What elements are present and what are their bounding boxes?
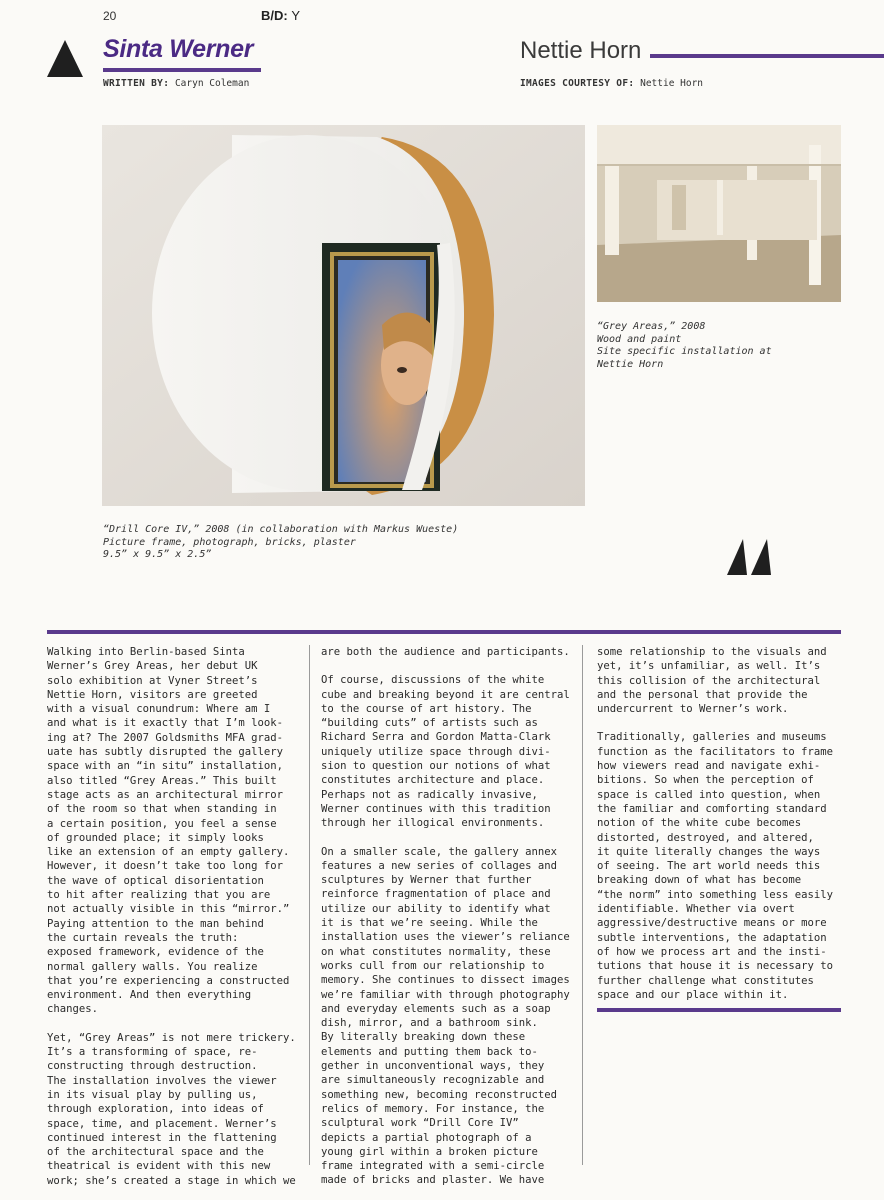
text-line: tutions that house it is necessary to bbox=[597, 960, 833, 973]
image-credit-name: Nettie Horn bbox=[640, 78, 704, 89]
text-line: are simultaneously recognizable and bbox=[321, 1074, 545, 1087]
text-line: space and our place within it. bbox=[597, 988, 789, 1001]
text-line: ing at? The 2007 Goldsmiths MFA grad- bbox=[47, 731, 283, 744]
artist-underline bbox=[103, 68, 261, 72]
gallery-rule bbox=[650, 54, 884, 58]
text-line: some relationship to the visuals and bbox=[597, 646, 827, 658]
paragraph bbox=[47, 1031, 299, 1188]
text-line: Of course, discussions of the white bbox=[321, 674, 545, 687]
text-line: in its visual play by pulling us, bbox=[47, 1088, 258, 1101]
text-line: environment. And then everything bbox=[47, 989, 252, 1002]
text-line: sculptures by Werner that further bbox=[321, 874, 532, 887]
text-line: sculptural work “Drill Core IV” bbox=[321, 1117, 519, 1130]
text-line: it quite literally changes the ways bbox=[597, 845, 821, 858]
text-line: uate has subtly disrupted the gallery bbox=[47, 746, 283, 759]
text-line: Richard Serra and Gordon Matta-Clark bbox=[321, 731, 551, 744]
section-divider bbox=[47, 630, 841, 634]
text-line: The installation involves the viewer bbox=[47, 1074, 277, 1087]
text-line: space is called into question, when bbox=[597, 788, 821, 801]
column-divider bbox=[582, 645, 583, 1165]
text-line: uniquely utilize space through divi- bbox=[321, 745, 551, 758]
quote-mark-icon bbox=[727, 537, 773, 577]
caption-grey-areas bbox=[597, 321, 837, 371]
text-line: notion of the white cube becomes bbox=[597, 817, 802, 830]
text-line: distorted, destroyed, and altered, bbox=[597, 831, 814, 844]
article-column-2 bbox=[321, 645, 573, 1200]
text-line: depicts a partial photograph of a bbox=[321, 1131, 532, 1144]
text-line: function as the facilitators to frame bbox=[597, 745, 833, 758]
text-line: changes. bbox=[47, 1003, 99, 1016]
page-number: 20 bbox=[103, 9, 117, 23]
text-line: By literally breaking down these bbox=[321, 1031, 526, 1044]
text-line: to hit after realizing that you are bbox=[47, 889, 271, 902]
text-line: It’s a transforming of space, re- bbox=[47, 1046, 258, 1059]
paragraph bbox=[597, 645, 849, 716]
text-line: the curtain reveals the truth: bbox=[47, 931, 239, 944]
text-line: reinforce fragmentation of place and bbox=[321, 888, 551, 901]
text-line: sion to question our notions of what bbox=[321, 760, 551, 773]
grey-areas-photo bbox=[597, 125, 841, 302]
text-line: that you’re experiencing a constructed bbox=[47, 974, 290, 987]
text-line: of seeing. The art world needs this bbox=[597, 860, 821, 873]
text-line: continued interest in the flattening bbox=[47, 1131, 277, 1144]
column-divider bbox=[309, 645, 310, 1165]
caption-line: Picture frame, photograph, bricks, plaster bbox=[103, 536, 356, 548]
text-line: Werner’s Grey Areas, her debut UK bbox=[47, 660, 258, 673]
paragraph bbox=[47, 645, 299, 1017]
text-line: the familiar and comforting standard bbox=[597, 802, 827, 815]
text-line: Walking into Berlin-based Sinta bbox=[47, 646, 245, 658]
article-column-1 bbox=[47, 645, 299, 1200]
issue-label-text: B/D: bbox=[261, 8, 288, 23]
caption-line: Wood and paint bbox=[597, 333, 682, 345]
paragraph bbox=[597, 730, 849, 1002]
text-line: breaking down of what has become bbox=[597, 874, 802, 887]
text-line: made of bricks and plaster. We have bbox=[321, 1174, 545, 1187]
paragraph bbox=[321, 673, 573, 830]
text-line: how viewers read and navigate exhi- bbox=[597, 760, 821, 773]
caption-drill-core bbox=[103, 524, 523, 562]
text-line: exposed framework, evidence of the bbox=[47, 946, 264, 959]
text-line: and what is it exactly that I’m look- bbox=[47, 717, 283, 730]
text-line: like an extension of an empty gallery. bbox=[47, 846, 290, 859]
text-line: However, it doesn’t take too long for bbox=[47, 860, 283, 873]
text-line: frame integrated with a semi-circle bbox=[321, 1160, 545, 1173]
section-triangle-icon bbox=[47, 40, 83, 77]
text-line: memory. She continues to dissect images bbox=[321, 974, 570, 987]
text-line: “the norm” into something less easily bbox=[597, 888, 833, 901]
text-line: gether in unconventional ways, they bbox=[321, 1060, 545, 1073]
byline-label: WRITTEN BY: bbox=[103, 78, 170, 89]
text-line: constructing through destruction. bbox=[47, 1060, 258, 1073]
text-line: constitutes architecture and place. bbox=[321, 774, 545, 787]
text-line: dish, mirror, and a bathroom sink. bbox=[321, 1017, 538, 1030]
gallery-name: Nettie Horn bbox=[520, 37, 642, 64]
text-line: further challenge what constitutes bbox=[597, 974, 814, 987]
text-line: relics of memory. For instance, the bbox=[321, 1102, 545, 1115]
text-line: of the architectural space and the bbox=[47, 1146, 264, 1159]
paragraph bbox=[321, 845, 573, 1188]
caption-line: 9.5” x 9.5” x 2.5” bbox=[103, 549, 212, 560]
text-line: works cull from our relationship to bbox=[321, 959, 545, 972]
text-line: through exploration, into ideas of bbox=[47, 1103, 264, 1116]
end-divider bbox=[597, 1008, 841, 1012]
text-line: theatrical is evident with this new bbox=[47, 1160, 271, 1173]
article-column-3 bbox=[597, 645, 849, 1016]
text-line: the wave of optical disorientation bbox=[47, 874, 264, 887]
text-line: of how we process art and the insti- bbox=[597, 945, 827, 958]
byline bbox=[103, 78, 249, 89]
paragraph bbox=[321, 645, 573, 659]
issue-suffix: Y bbox=[291, 8, 301, 23]
text-line: elements and putting them back to- bbox=[321, 1045, 538, 1058]
text-line: stage acts as an architectural mirror bbox=[47, 788, 283, 801]
text-line: Paying attention to the man behind bbox=[47, 917, 264, 930]
text-line: Werner continues with this tradition bbox=[321, 802, 551, 815]
text-line: installation uses the viewer’s reliance bbox=[321, 931, 570, 944]
text-line: this collision of the architectural bbox=[597, 674, 821, 687]
issue-label bbox=[261, 8, 300, 23]
text-line: Yet, “Grey Areas” is not mere trickery. bbox=[47, 1031, 296, 1044]
text-line: identifiable. Whether via overt bbox=[597, 903, 795, 916]
text-line: Perhaps not as radically invasive, bbox=[321, 788, 538, 801]
text-line: yet, it’s unfamiliar, as well. It’s bbox=[597, 660, 821, 673]
text-line: Traditionally, galleries and museums bbox=[597, 731, 827, 744]
text-line: undercurrent to Werner’s work. bbox=[597, 703, 789, 716]
text-line: aggressive/destructive means or more bbox=[597, 917, 827, 930]
caption-line: Nettie Horn bbox=[597, 358, 664, 370]
text-line: on what constitutes normality, these bbox=[321, 945, 551, 958]
author-name: Caryn Coleman bbox=[174, 78, 250, 89]
caption-line: “Grey Areas,” 2008 bbox=[597, 321, 706, 332]
text-line: features a new series of collages and bbox=[321, 859, 557, 872]
caption-line: Site specific installation at bbox=[597, 346, 772, 357]
text-line: young girl within a broken picture bbox=[321, 1145, 538, 1158]
text-line: something new, becoming reconstructed bbox=[321, 1088, 557, 1101]
text-line: space, time, and placement. Werner’s bbox=[47, 1117, 277, 1130]
text-line: we’re familiar with through photography bbox=[321, 988, 570, 1001]
caption-line: “Drill Core IV,” 2008 (in collaboration with Markus Wueste) bbox=[103, 524, 459, 535]
text-line: a certain position, you feel a sense bbox=[47, 817, 277, 830]
text-line: subtle interventions, the adaptation bbox=[597, 931, 827, 944]
text-line: space with an “in situ” installation, bbox=[47, 760, 283, 773]
text-line: and the personal that provide the bbox=[597, 688, 808, 701]
text-line: to the course of art history. The bbox=[321, 702, 532, 715]
text-line: Nettie Horn, visitors are greeted bbox=[47, 688, 258, 701]
text-line: utilize our ability to identify what bbox=[321, 902, 551, 915]
text-line: and everyday elements such as a soap bbox=[321, 1002, 551, 1015]
text-line: “building cuts” of artists such as bbox=[321, 717, 538, 730]
text-line: On a smaller scale, the gallery annex bbox=[321, 845, 557, 858]
drill-core-photo bbox=[102, 125, 585, 506]
text-line: with a visual conundrum: Where am I bbox=[47, 703, 271, 716]
text-line: normal gallery walls. You realize bbox=[47, 960, 258, 973]
text-line: also titled “Grey Areas.” This built bbox=[47, 774, 277, 787]
text-line: not actually visible in this “mirror.” bbox=[47, 903, 290, 916]
text-line: of the room so that when standing in bbox=[47, 803, 277, 816]
text-line: work; she’s created a stage in which we bbox=[47, 1174, 296, 1187]
text-line: through her illogical environments. bbox=[321, 817, 545, 830]
image-credit bbox=[520, 78, 703, 89]
text-line: of grounded place; it simply looks bbox=[47, 831, 264, 844]
image-credit-label: IMAGES COURTESY OF: bbox=[520, 78, 635, 89]
text-line: cube and breaking beyond it are central bbox=[321, 688, 570, 701]
artist-name: Sinta Werner bbox=[103, 35, 254, 63]
text-line: bitions. So when the perception of bbox=[597, 774, 814, 787]
text-line: it is that we’re seeing. While the bbox=[321, 917, 538, 930]
text-line: are both the audience and participants. bbox=[321, 646, 570, 658]
text-line: solo exhibition at Vyner Street’s bbox=[47, 674, 258, 687]
